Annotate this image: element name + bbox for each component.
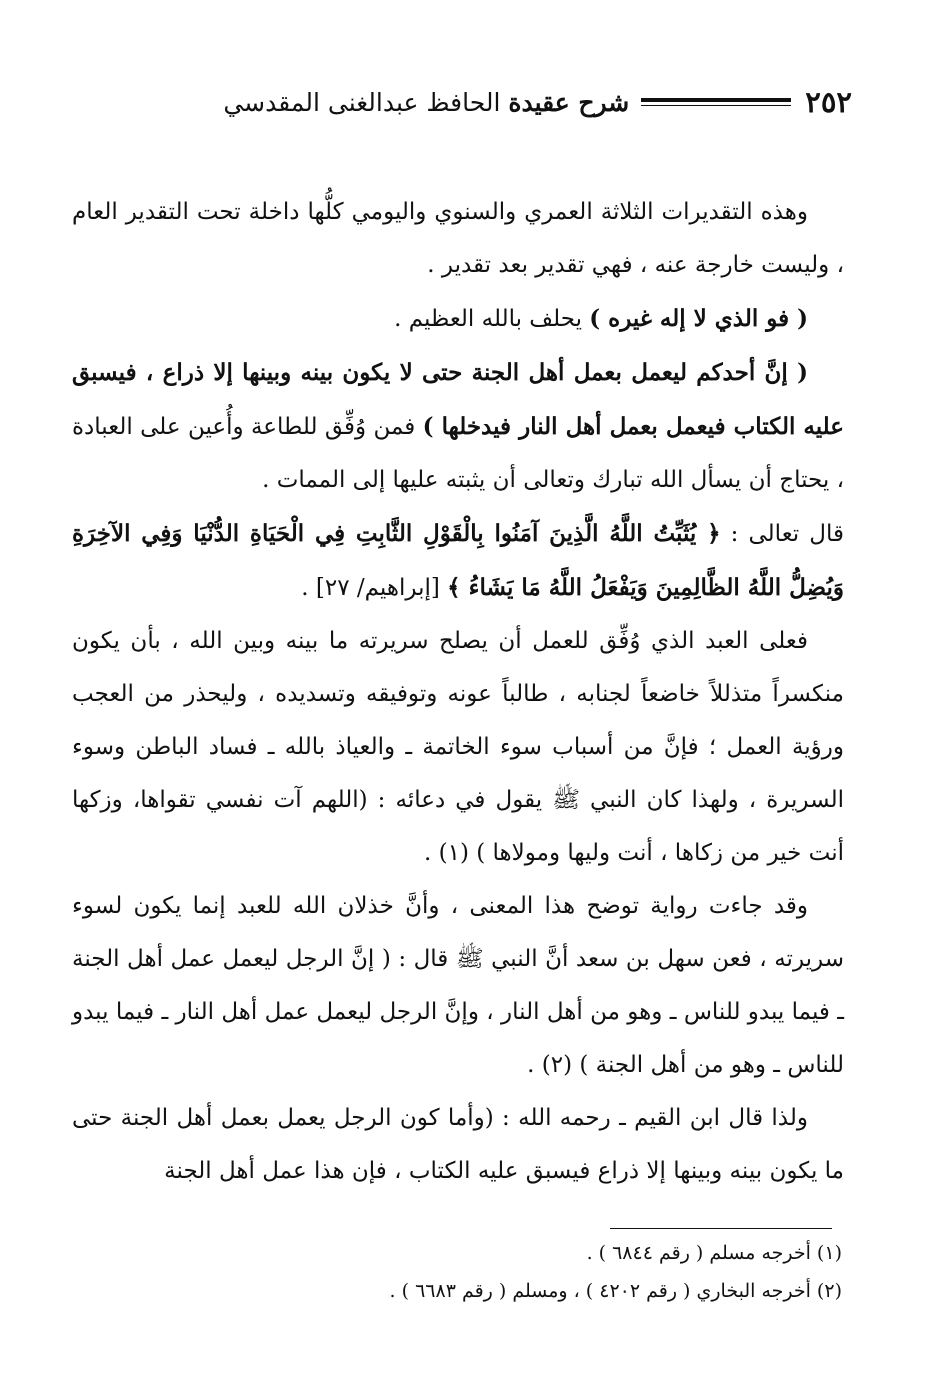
paragraph-5: فعلى العبد الذي وُفِّق للعمل أن يصلح سريرته ما بينه وبين الله ، بأن يكون منكسراً متذللاً خاضعاً لجنابه ، طالباً عونه وتوفيقه وتسديده ، وليحذر من العجب ورؤية العمل ؛ فإنَّ من أسباب سوء الخاتمة ـ والعياذ بالله ـ فساد الباطن وسوء السريرة ، ولهذا كان النبي ﷺ يقول في دعائه : (اللهم آت نفسي تقواها، وزكها أنت خير من زكاها ، أنت وليها ومولاها ) (١) . (72, 628, 844, 866)
paragraph-4 (72, 507, 844, 615)
footnotes (120, 1234, 842, 1310)
running-title-rest: الحافظ عبدالغنى المقدسي (223, 87, 509, 117)
paragraph-2 (72, 292, 844, 346)
running-title (223, 88, 629, 117)
page-number: ٢٥٢ (805, 85, 852, 119)
paragraph-3 (72, 346, 844, 507)
paragraph-2-rest: يحلف بالله العظيم . (394, 306, 590, 332)
header-rule (641, 98, 791, 106)
verse-intro: قال تعالى : (720, 521, 844, 547)
running-title-bold: شرح عقيدة (508, 87, 630, 117)
verse-reference: [إبراهيم/ ٢٧] . (301, 575, 448, 601)
quran-verse: ﴿ يُثَبِّتُ اللَّهُ الَّذِينَ آمَنُوا بِالْقَوْلِ الثَّابِتِ فِي الْحَيَاةِ الدُّنْيَا وَفِي الآخِرَةِ وَيُضِلُّ اللَّهُ الظَّالِمِينَ وَيَفْعَلُ اللَّهُ مَا يَشَاءُ ﴾ (72, 520, 844, 601)
paragraph-7: ولذا قال ابن القيم ـ رحمه الله : (وأما كون الرجل يعمل بعمل أهل الجنة حتى ما يكون بينه وبينها إلا ذراع فيسبق عليه الكتاب ، فإن هذا عمل أهل الجنة (72, 1105, 844, 1184)
footnote-2: (٢) أخرجه البخاري ( رقم ٤٢٠٢ ) ، ومسلم ( رقم ٦٦٨٣ ) . (389, 1280, 842, 1302)
hadith-quote-1: ( فو الذي لا إله غيره ) (589, 305, 808, 332)
hadith-quote-2: ( إنَّ أحدكم ليعمل بعمل أهل الجنة حتى لا يكون بينه وبينها إلا ذراع ، فيسبق عليه الكتاب فيعمل بعمل أهل النار فيدخلها ) (72, 359, 844, 440)
main-text (72, 186, 844, 1198)
paragraph-3-rest: فمن وُفِّق للطاعة وأُعين على العبادة ، يحتاج أن يسأل الله تبارك وتعالى أن يثبته عليها إلى الممات . (72, 414, 844, 493)
footnote-separator (610, 1228, 832, 1229)
page-header (62, 78, 852, 126)
footnote-1: (١) أخرجه مسلم ( رقم ٦٨٤٤ ) . (586, 1242, 842, 1264)
paragraph-1: وهذه التقديرات الثلاثة العمري والسنوي واليومي كلُّها داخلة تحت التقدير العام ، وليست خارجة عنه ، فهي تقدير بعد تقدير . (72, 199, 844, 278)
paragraph-6: وقد جاءت رواية توضح هذا المعنى ، وأنَّ خذلان الله للعبد إنما يكون لسوء سريرته ، فعن سهل بن سعد أنَّ النبي ﷺ قال : ( إنَّ الرجل ليعمل عمل أهل الجنة ـ فيما يبدو للناس ـ وهو من أهل النار ، وإنَّ الرجل ليعمل عمل أهل النار ـ فيما يبدو للناس ـ وهو من أهل الجنة ) (٢) . (72, 893, 845, 1078)
